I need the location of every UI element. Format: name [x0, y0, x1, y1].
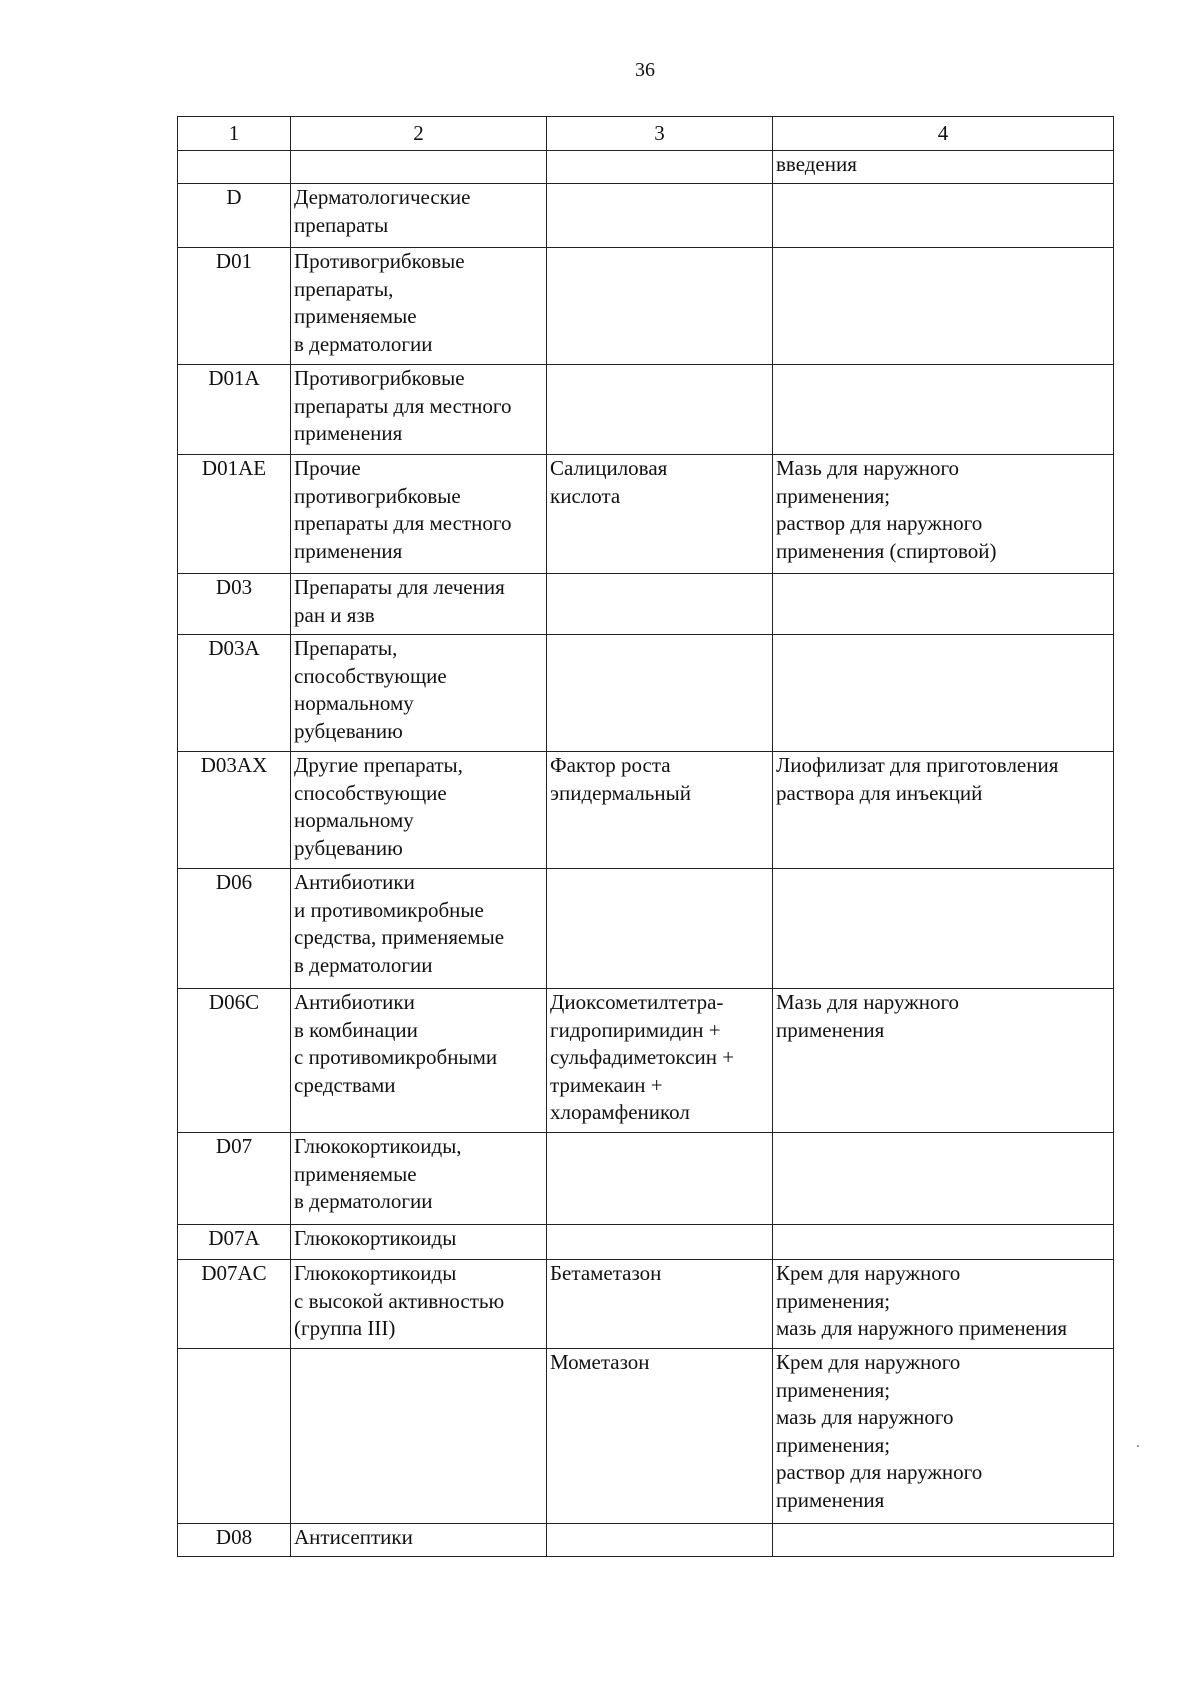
table-row [178, 1524, 1114, 1557]
table-row [178, 1225, 1114, 1260]
group-cell: Препараты для лечения ран и язв [291, 574, 547, 635]
atc-code-cell: D01AE [178, 455, 291, 574]
atc-code-cell [178, 151, 291, 184]
dosage-form-cell [773, 248, 1114, 365]
atc-code-cell: D01A [178, 365, 291, 455]
drug-cell [547, 365, 773, 455]
atc-code-cell: D08 [178, 1524, 291, 1557]
dosage-form-cell [773, 574, 1114, 635]
dosage-form-cell: Мазь для наружного применения [773, 989, 1114, 1133]
table-row [178, 1260, 1114, 1349]
atc-code-cell: D07AC [178, 1260, 291, 1349]
dosage-form-cell [773, 1524, 1114, 1557]
drug-cell [547, 574, 773, 635]
dosage-form-cell: Мазь для наружного применения; раствор для наружного применения (спиртовой) [773, 455, 1114, 574]
table-row [178, 248, 1114, 365]
atc-code-cell: D06C [178, 989, 291, 1133]
group-cell: Противогрибковые препараты, применяемые в дерматологии [291, 248, 547, 365]
table-row [178, 151, 1114, 184]
dosage-form-cell [773, 184, 1114, 248]
column-header: 1 [178, 117, 291, 151]
dosage-form-cell: введения [773, 151, 1114, 184]
drug-cell [547, 869, 773, 989]
table-row [178, 1349, 1114, 1524]
group-cell: Антисептики [291, 1524, 547, 1557]
group-cell: Дерматологические препараты [291, 184, 547, 248]
drug-cell: Салициловая кислота [547, 455, 773, 574]
drug-cell [547, 1225, 773, 1260]
group-cell: Препараты, способствующие нормальному рубцеванию [291, 635, 547, 752]
drug-cell [547, 184, 773, 248]
drug-table [177, 116, 1114, 1557]
group-cell: Прочие противогрибковые препараты для местного применения [291, 455, 547, 574]
table-row [178, 635, 1114, 752]
column-header: 3 [547, 117, 773, 151]
column-header: 2 [291, 117, 547, 151]
drug-cell [547, 248, 773, 365]
table-row [178, 1133, 1114, 1225]
atc-code-cell [178, 1349, 291, 1524]
table-row [178, 184, 1114, 248]
dosage-form-cell [773, 365, 1114, 455]
drug-cell: Бетаметазон [547, 1260, 773, 1349]
atc-code-cell: D07 [178, 1133, 291, 1225]
table-header-row [178, 117, 1114, 151]
drug-cell: Фактор роста эпидермальный [547, 752, 773, 869]
atc-code-cell: D07A [178, 1225, 291, 1260]
dosage-form-cell: Лиофилизат для приготовления раствора для инъекций [773, 752, 1114, 869]
drug-cell [547, 1524, 773, 1557]
drug-cell: Диоксометилтетра- гидропиримидин + сульфадиметоксин + тримекаин + хлорамфеникол [547, 989, 773, 1133]
drug-cell: Мометазон [547, 1349, 773, 1524]
page-number: 36 [635, 59, 655, 81]
group-cell [291, 151, 547, 184]
atc-code-cell: D [178, 184, 291, 248]
group-cell: Глюкокортикоиды с высокой активностью (группа III) [291, 1260, 547, 1349]
table-row [178, 455, 1114, 574]
dosage-form-cell [773, 1225, 1114, 1260]
atc-code-cell: D06 [178, 869, 291, 989]
dosage-form-cell: Крем для наружного применения; мазь для наружного применения [773, 1260, 1114, 1349]
drug-cell [547, 151, 773, 184]
scan-speck [1137, 1445, 1139, 1447]
column-header: 4 [773, 117, 1114, 151]
dosage-form-cell [773, 869, 1114, 989]
group-cell: Глюкокортикоиды [291, 1225, 547, 1260]
group-cell: Антибиотики в комбинации с противомикробными средствами [291, 989, 547, 1133]
drug-cell [547, 1133, 773, 1225]
group-cell: Другие препараты, способствующие нормальному рубцеванию [291, 752, 547, 869]
drug-cell [547, 635, 773, 752]
table-row [178, 574, 1114, 635]
atc-code-cell: D01 [178, 248, 291, 365]
table-row [178, 752, 1114, 869]
table-row [178, 365, 1114, 455]
group-cell [291, 1349, 547, 1524]
group-cell: Глюкокортикоиды, применяемые в дерматологии [291, 1133, 547, 1225]
group-cell: Антибиотики и противомикробные средства, применяемые в дерматологии [291, 869, 547, 989]
group-cell: Противогрибковые препараты для местного применения [291, 365, 547, 455]
atc-code-cell: D03AX [178, 752, 291, 869]
table-row [178, 869, 1114, 989]
atc-code-cell: D03 [178, 574, 291, 635]
dosage-form-cell: Крем для наружного применения; мазь для наружного применения; раствор для наружного применения [773, 1349, 1114, 1524]
table-row [178, 989, 1114, 1133]
dosage-form-cell [773, 1133, 1114, 1225]
dosage-form-cell [773, 635, 1114, 752]
atc-code-cell: D03A [178, 635, 291, 752]
